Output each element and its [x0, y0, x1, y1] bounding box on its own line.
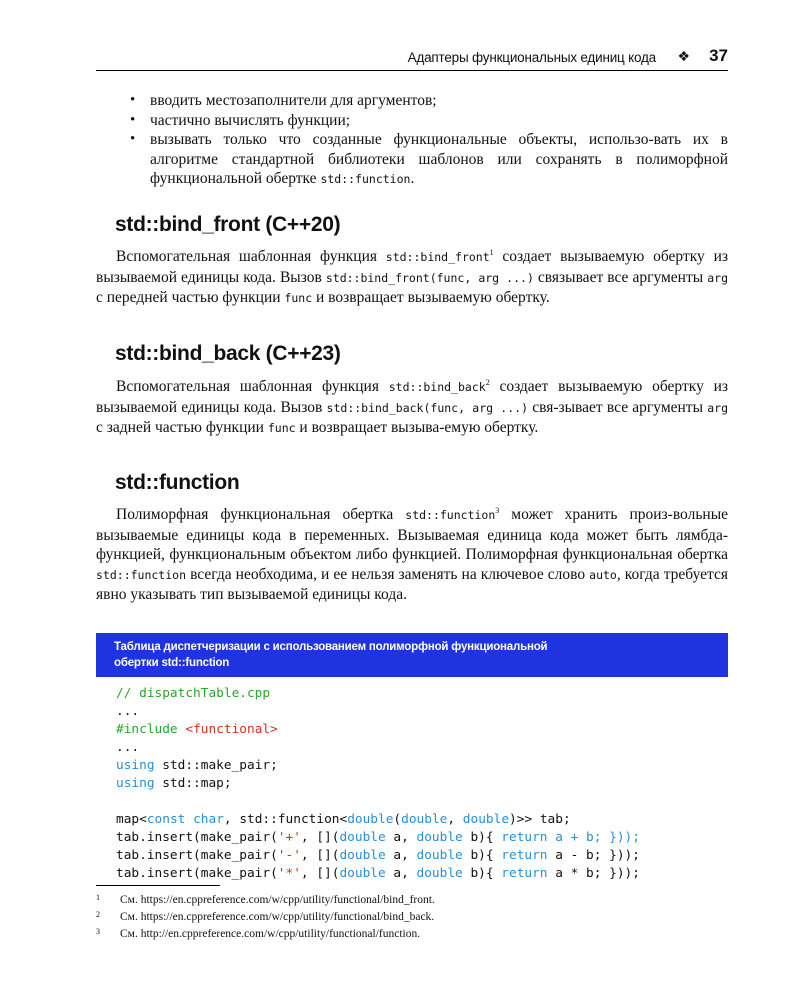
listing-caption-line: обертки std::function	[114, 657, 230, 669]
inline-code: auto	[589, 567, 617, 582]
paragraph-bind-front	[96, 247, 728, 309]
text: всегда необходима, и ее нельзя заменять на ключевое слово	[186, 565, 590, 583]
code-line: std::make_pair;	[154, 758, 278, 773]
code-keyword: return	[501, 830, 548, 845]
list-item	[130, 91, 728, 111]
footnote	[96, 909, 728, 926]
code-comment: // dispatchTable.cpp	[116, 686, 271, 701]
inline-code: std::bind_front	[385, 250, 490, 264]
code-keyword: double	[339, 830, 386, 845]
code-keyword: double	[339, 848, 386, 863]
code-keyword: double	[416, 830, 463, 845]
footnote-text: См. http://en.cppreference.com/w/cpp/utility/functional/function.	[120, 928, 421, 940]
code-text: , std::function<	[223, 812, 348, 827]
code-keyword: double	[416, 848, 463, 863]
code-text: a,	[385, 848, 417, 863]
footnote-text: См. https://en.cppreference.com/w/cpp/utility/functional/bind_back.	[120, 911, 435, 923]
code-line: std::map;	[154, 776, 232, 791]
code-text: tab.insert(make_pair(	[116, 866, 278, 881]
code-keyword: using	[116, 758, 155, 773]
running-header	[96, 44, 728, 71]
footnote-number: 2	[96, 910, 100, 919]
code-directive: #include	[116, 722, 178, 737]
list-item	[130, 130, 728, 190]
code-text: a + b; }));	[547, 830, 640, 845]
code-text: a,	[385, 866, 417, 881]
footnote	[96, 926, 728, 943]
footnote-number: 3	[96, 927, 100, 936]
paragraph-function	[96, 505, 728, 605]
code-keyword: double	[462, 812, 510, 827]
footnote-text: См. https://en.cppreference.com/w/cpp/utility/functional/bind_front.	[120, 894, 435, 906]
code-line: ...	[116, 704, 140, 719]
footnote-divider	[96, 885, 220, 886]
paragraph-bind-back	[96, 377, 728, 439]
code-text: b){	[462, 830, 502, 845]
list-item-text: частично вычислять функции;	[150, 111, 351, 129]
code-text: , [](	[300, 830, 340, 845]
section-heading-bind-front: std::bind_front (C++20)	[115, 213, 341, 236]
code-text: , [](	[300, 848, 340, 863]
code-listing	[116, 685, 640, 883]
bullet-list	[130, 91, 728, 190]
inline-code: arg	[707, 270, 728, 285]
text: Вспомогательная шаблонная функция	[116, 378, 389, 395]
text: Вспомогательная шаблонная функция	[116, 248, 386, 265]
footnotes	[96, 892, 728, 943]
code-keyword: double	[401, 812, 448, 827]
text: свя-зывает все аргументы	[528, 398, 708, 416]
code-string: '+'	[277, 830, 301, 845]
inline-code: func	[284, 291, 313, 305]
inline-code: std::bind_back(func, arg ...)	[326, 400, 529, 415]
inline-code: std::function	[320, 172, 411, 186]
list-item	[130, 111, 728, 131]
page-number: 37	[709, 46, 728, 65]
inline-code: func	[267, 421, 296, 435]
inline-code: std::function	[405, 508, 496, 522]
footnote-number: 1	[96, 893, 100, 902]
code-text: a * b; }));	[547, 866, 640, 881]
code-text	[185, 812, 193, 827]
footnote-ref: 3	[495, 505, 500, 515]
listing-caption-line: Таблица диспетчеризации с использованием полиморфной функциональной	[114, 641, 548, 653]
code-text: )>> tab;	[509, 812, 571, 827]
code-keyword: double	[347, 812, 394, 827]
code-text: tab.insert(make_pair(	[116, 830, 278, 845]
footnote-ref: 2	[485, 377, 490, 387]
code-text: , [](	[300, 866, 340, 881]
code-string: '-'	[277, 848, 301, 863]
code-text: ,	[447, 812, 463, 827]
code-text: tab.insert(make_pair(	[116, 848, 278, 863]
code-string: '*'	[277, 866, 301, 881]
text: и возвращает вызываемую обертку.	[312, 289, 550, 306]
section-heading-function: std::function	[115, 471, 240, 494]
code-keyword: using	[116, 776, 155, 791]
code-keyword: double	[339, 866, 386, 881]
code-keyword: double	[416, 866, 463, 881]
text: может хранить произ-вольные вызываемые единицы кода в переменных. Вызываемая единица кода может быть лямбда-функцией, функциональным объектом либо функцией. Полиморфная функциональная обертка	[96, 506, 728, 563]
footnote-ref: 1	[489, 247, 494, 257]
text: создает вызываемую обертку из вызываемой единицы кода. Вызов	[96, 248, 728, 286]
chapter-title: Адаптеры функциональных единиц кода	[407, 50, 656, 65]
code-line: ...	[116, 740, 140, 755]
list-item-text: вводить местозаполнители для аргументов;	[150, 92, 437, 109]
code-header: <functional>	[185, 722, 278, 737]
text: с передней частью функции	[96, 289, 285, 306]
inline-code: std::function	[96, 567, 187, 582]
list-item-text: вызывать только что созданные функциональные объекты, использо-вать их в алгоритме стандартной библиотеки шаблонов или сохранять в полиморфной функциональной обертке	[150, 131, 728, 187]
code-keyword: char	[193, 812, 224, 827]
text: создает вызываемую обертку из вызываемой единицы кода. Вызов	[96, 378, 728, 416]
code-keyword: return	[501, 866, 548, 881]
inline-code: std::bind_front(func, arg ...)	[325, 270, 534, 285]
code-text: a - b; }));	[547, 848, 640, 863]
code-text: map<	[116, 812, 147, 827]
text: , когда требуется явно указывать тип вызываемой единицы кода.	[96, 565, 728, 603]
listing-caption	[96, 633, 728, 677]
ornament-icon: ❖	[677, 48, 690, 64]
inline-code: arg	[707, 400, 728, 415]
inline-code: std::bind_back	[388, 380, 486, 394]
list-item-text: .	[410, 170, 415, 187]
code-text: b){	[462, 848, 502, 863]
footnote	[96, 892, 728, 909]
code-text: (	[393, 812, 402, 827]
code-keyword: return	[501, 848, 548, 863]
text: с задней частью функции	[96, 419, 268, 436]
text: Полиморфная функциональная обертка	[116, 506, 406, 523]
code-text: a,	[385, 830, 417, 845]
code-keyword: const	[146, 812, 186, 827]
text: связывает все аргументы	[533, 268, 708, 286]
text: и возвращает вызыва-емую обертку.	[295, 419, 539, 436]
section-heading-bind-back: std::bind_back (C++23)	[115, 342, 341, 365]
code-text: b){	[462, 866, 502, 881]
